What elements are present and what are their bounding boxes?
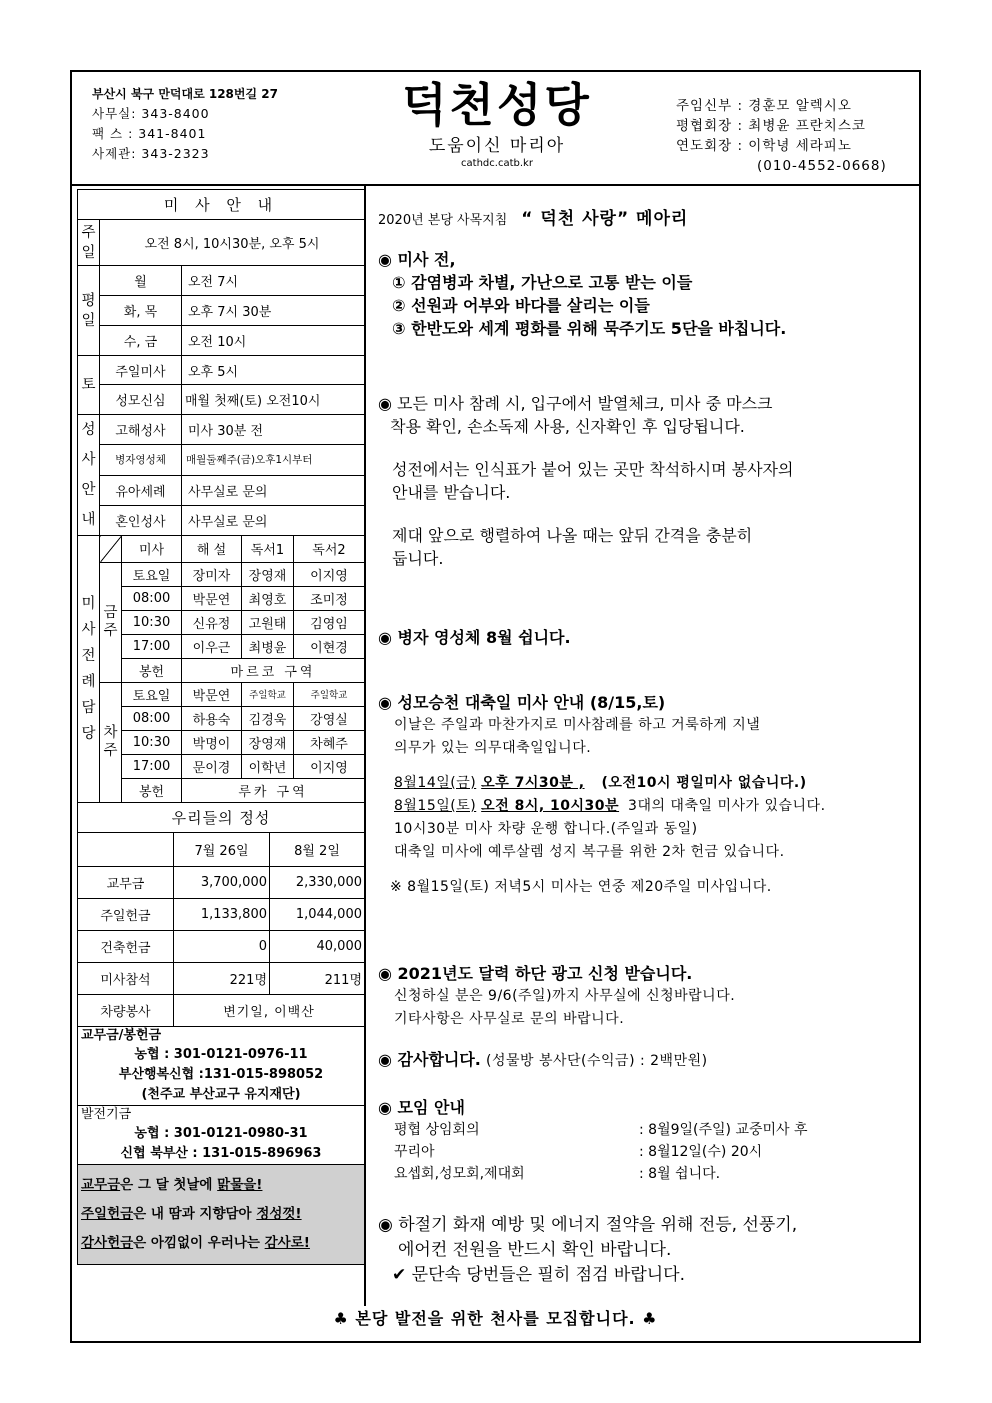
office-phone: 사무실: 343-8400 <box>92 106 210 121</box>
offerings-value: 0 <box>174 931 270 963</box>
reader2: 이현경 <box>294 634 365 658</box>
commentator: 박문연 <box>182 586 242 610</box>
prayer-item: ① 감염병과 차별, 가난으로 고통 받는 이들 <box>392 273 693 292</box>
offerings-value: 1,133,800 <box>174 899 270 931</box>
seating-line: 성전에서는 인식표가 붙어 있는 곳만 착석하시며 봉사자의 <box>392 460 794 479</box>
covid-notice <box>378 392 918 570</box>
pastoral-motto <box>378 204 918 229</box>
calendar-line: 신청하실 분은 9/6(주일)까지 사무실에 신청바랍니다. <box>394 988 736 1004</box>
weekday-time: 오후 7시 30분 <box>182 296 365 326</box>
offerings-label: 미사참석 <box>78 963 174 995</box>
line-up-line: 둡니다. <box>392 549 444 568</box>
offerings-table <box>77 803 365 1028</box>
commentator: 신유정 <box>182 610 242 634</box>
website: cathdc.catb.kr <box>461 158 533 169</box>
reader2: 조미정 <box>294 586 365 610</box>
contact-block <box>92 84 278 164</box>
meetings-notice <box>378 1096 918 1185</box>
aug14-date: 8월14일(금) <box>394 775 477 791</box>
sacrament-info: 미사 30분 전 <box>182 415 365 445</box>
thanks-notice <box>378 1048 918 1073</box>
notices-column <box>378 192 918 1285</box>
sacrament-info: 매월둘째주(금)오후1시부터 <box>182 445 365 475</box>
mass-time: 토요일 <box>122 562 182 586</box>
sacrament-name: 혼인성사 <box>100 505 182 535</box>
staff-list <box>676 96 887 176</box>
next-week-label: 차주 <box>100 682 122 802</box>
meeting-row <box>394 1163 918 1185</box>
prayer-notice <box>378 248 918 340</box>
ministry-header: 해 설 <box>182 536 242 562</box>
offerings-label: 교무금 <box>78 867 174 899</box>
development-accounts <box>77 1106 365 1165</box>
slogans-box <box>77 1165 365 1265</box>
commentator: 문이경 <box>182 754 242 778</box>
footer-text: ♣ 본당 발전을 위한 천사를 모집합니다. ♣ <box>333 1309 658 1328</box>
thanks-title: ◉ 감사합니다. <box>378 1050 481 1069</box>
assumption-line: 의무가 있는 의무대축일입니다. <box>394 740 592 756</box>
offerings-corner <box>78 833 174 867</box>
sacrament-name: 병자영성체 <box>100 445 182 475</box>
sacrament-name: 유아세례 <box>100 475 182 505</box>
offerings-label: 주일헌금 <box>78 899 174 931</box>
sick-communion-text: ◉ 병자 영성체 8월 쉽니다. <box>378 628 571 647</box>
prayer-item: ③ 한반도와 세계 평화를 위해 묵주기도 5단을 바칩니다. <box>392 319 787 338</box>
reader2: 주일학교 <box>294 682 365 706</box>
tithe-account: 부산행복신협 :131-015-898052 <box>118 1067 324 1082</box>
reader2: 강영실 <box>294 706 365 730</box>
weekday-time: 오전 10시 <box>182 326 365 356</box>
meetings-title: ◉ 모임 안내 <box>378 1098 465 1117</box>
summer-line: ◉ 하절기 화재 예방 및 에너지 절약을 위해 전등, 선풍기, <box>378 1215 798 1235</box>
reader1: 고원태 <box>242 610 294 634</box>
slogan-sunday: 주일헌금은 내 땀과 지향담아 정성껏! <box>81 1206 302 1222</box>
reader1: 최영호 <box>242 586 294 610</box>
offerings-value: 1,044,000 <box>270 899 365 931</box>
commentator: 박명이 <box>182 730 242 754</box>
thanks-detail: (성물방 봉사단(수익금) : 2백만원) <box>485 1053 708 1069</box>
aug15-evening-line: ※ 8월15일(토) 저녁5시 미사는 연중 제20주일 미사입니다. <box>390 879 772 895</box>
prayer-title: ◉ 미사 전, <box>378 250 456 269</box>
bulletin-header <box>72 72 919 186</box>
aug15-time: 오전 8시, 10시30분 <box>481 798 620 814</box>
masthead <box>392 76 602 170</box>
sunday-label: 주일 <box>78 220 100 266</box>
commentator: 하용숙 <box>182 706 242 730</box>
reader1: 장영재 <box>242 562 294 586</box>
left-column <box>77 189 365 1265</box>
calendar-title: ◉ 2021년도 달력 하단 광고 신청 받습니다. <box>378 964 693 983</box>
calendar-ad-notice <box>378 962 918 1031</box>
offerings-column: 7월 26일 <box>174 833 270 867</box>
summer-notice <box>378 1213 918 1288</box>
covid-line: 착용 확인, 손소독제 사용, 신자확인 후 입당됩니다. <box>390 417 745 436</box>
development-account: 신협 북부산 : 131-015-896963 <box>120 1146 322 1161</box>
weekday-label: 평일 <box>78 266 100 356</box>
staff-pastor: 주임신부 : 경훈모 알렉시오 <box>676 98 852 114</box>
saturday-item: 주일미사 <box>100 356 182 385</box>
saturday-label: 토 <box>78 356 100 415</box>
meeting-name: 꾸리아 <box>394 1144 435 1160</box>
bus-line: 10시30분 미사 차량 운행 합니다.(주일과 동일) <box>394 821 698 837</box>
tithe-accounts <box>77 1027 365 1106</box>
parish-patron: 도움이신 마리아 <box>428 136 566 156</box>
rectory-phone: 사제관: 343-2323 <box>92 146 210 161</box>
mass-time: 10:30 <box>122 730 182 754</box>
prayer-item: ② 선원과 어부와 바다를 살리는 이들 <box>392 296 650 315</box>
seating-line: 안내를 받습니다. <box>392 483 511 502</box>
ministry-header: 미사 <box>122 536 182 562</box>
weekday-day: 월 <box>100 266 182 296</box>
sacrament-name: 고해성사 <box>100 415 182 445</box>
meetings-list <box>378 1119 918 1185</box>
reader1: 주일학교 <box>242 682 294 706</box>
aug15-line <box>378 795 918 818</box>
staff-memorial: 연도회장 : 이학녕 세라피노 <box>676 138 852 154</box>
motto-prefix: 2020년 본당 사목지침 <box>378 213 508 228</box>
mass-guide-title: 미 사 안 내 <box>78 190 365 220</box>
mass-guide-table <box>77 189 365 536</box>
slogan-thanks: 감사헌금은 아낌없이 우러나는 감사로! <box>81 1235 310 1251</box>
offering-district: 마르코 구역 <box>182 658 365 682</box>
offerings-value: 2,330,000 <box>270 867 365 899</box>
commentator: 장미자 <box>182 562 242 586</box>
sacrament-info: 사무실로 문의 <box>182 475 365 505</box>
development-account: 농협 : 301-0121-0980-31 <box>134 1126 308 1141</box>
weekday-day: 화, 목 <box>100 296 182 326</box>
saturday-time: 매월 첫째(토) 오전10시 <box>182 385 365 415</box>
staff-phone: (010-4552-0668) <box>757 158 887 174</box>
staff-council: 평협회장 : 최병윤 프란치스코 <box>676 118 866 134</box>
footer-banner <box>72 1306 919 1329</box>
assumption-line: 이날은 주일과 마찬가지로 미사참례를 하고 거룩하게 지낼 <box>394 717 761 733</box>
mass-time: 08:00 <box>122 706 182 730</box>
meeting-row <box>394 1141 918 1163</box>
ministry-label: 미사전례담당 <box>78 536 100 802</box>
meeting-name: 요셉회,성모회,제대회 <box>394 1166 525 1182</box>
offerings-label: 건축헌금 <box>78 931 174 963</box>
reader2: 김영임 <box>294 610 365 634</box>
reader2: 차혜주 <box>294 730 365 754</box>
aug14-time: 오후 7시30분 , <box>481 775 585 791</box>
sunday-times: 오전 8시, 10시30분, 오후 5시 <box>100 220 365 266</box>
offerings-column: 8월 2일 <box>270 833 365 867</box>
reader1: 김경욱 <box>242 706 294 730</box>
reader2: 이지영 <box>294 754 365 778</box>
offerings-value: 40,000 <box>270 931 365 963</box>
meeting-when: : 8월 쉽니다. <box>639 1166 721 1182</box>
bulletin-frame <box>70 70 921 1343</box>
commentator: 이우근 <box>182 634 242 658</box>
ministry-table <box>77 536 365 803</box>
line-up-line: 제대 앞으로 행렬하여 나올 때는 앞뒤 간격을 충분히 <box>392 526 753 545</box>
aug15-date: 8월15일(토) <box>394 798 477 814</box>
reader2: 이지영 <box>294 562 365 586</box>
saturday-item: 성모신심 <box>100 385 182 415</box>
tithe-account-owner: (천주교 부산교구 유지재단) <box>141 1087 301 1102</box>
reader1: 이학년 <box>242 754 294 778</box>
mass-time: 17:00 <box>122 754 182 778</box>
sacraments-label: 성사안내 <box>78 415 100 536</box>
fax: 팩 스 : 341-8401 <box>92 126 207 141</box>
offerings-value: 221명 <box>174 963 270 995</box>
covid-line: ◉ 모든 미사 참례 시, 입구에서 발열체크, 미사 중 마스크 <box>378 394 773 413</box>
assumption-title: ◉ 성모승천 대축일 미사 안내 (8/15,토) <box>378 693 666 712</box>
meeting-when: : 8월9일(주일) 교중미사 후 <box>639 1122 808 1138</box>
weekday-time: 오전 7시 <box>182 266 365 296</box>
check-line: ✔ 문단속 당번들은 필히 점검 바랍니다. <box>392 1265 685 1285</box>
aug15-note: 3대의 대축일 미사가 있습니다. <box>628 798 826 814</box>
meeting-when: : 8월12일(수) 20시 <box>639 1144 763 1160</box>
offering-district: 루카 구역 <box>182 778 365 802</box>
tithe-account: 농협 : 301-0121-0976-11 <box>134 1047 308 1062</box>
reader1: 장영재 <box>242 730 294 754</box>
offerings-value: 3,700,000 <box>174 867 270 899</box>
ministry-header: 독서1 <box>242 536 294 562</box>
mass-time: 08:00 <box>122 586 182 610</box>
saturday-time: 오후 5시 <box>182 356 365 385</box>
motto-text: “ 덕천 사랑” 메아리 <box>521 209 689 229</box>
assumption-notice <box>378 691 918 899</box>
calendar-line: 기타사항은 사무실로 문의 바랍니다. <box>394 1011 625 1027</box>
offering-label: 봉헌 <box>122 658 182 682</box>
weekday-day: 수, 금 <box>100 326 182 356</box>
address: 부산시 북구 만덕대로 128번길 27 <box>92 87 278 101</box>
meeting-name: 평협 상임회의 <box>394 1122 480 1138</box>
offering-label: 봉헌 <box>122 778 182 802</box>
sick-communion-notice <box>378 626 918 649</box>
tithe-title: 교무금/봉헌금 <box>81 1028 162 1043</box>
mass-time: 10:30 <box>122 610 182 634</box>
reader1: 최병윤 <box>242 634 294 658</box>
offerings-title: 우리들의 정성 <box>78 803 365 833</box>
summer-line: 에어컨 전원을 반드시 확인 바랍니다. <box>398 1240 672 1260</box>
mass-time: 17:00 <box>122 634 182 658</box>
ministry-header: 독서2 <box>294 536 365 562</box>
second-collection-line: 대축일 미사에 예루살렘 성지 복구를 위한 2차 헌금 있습니다. <box>394 844 785 860</box>
aug14-note: (오전10시 평일미사 없습니다.) <box>601 775 807 791</box>
parish-name: 덕천성당 <box>402 78 592 132</box>
meeting-row <box>394 1119 918 1141</box>
driver-names: 변기일, 이백산 <box>174 995 365 1027</box>
this-week-label: 금주 <box>100 562 122 682</box>
offerings-value: 211명 <box>270 963 365 995</box>
mass-time: 토요일 <box>122 682 182 706</box>
aug14-line <box>378 772 918 795</box>
ministry-corner <box>100 536 122 562</box>
sacrament-info: 사무실로 문의 <box>182 505 365 535</box>
slogan-tithe: 교무금은 그 달 첫날에 맑물을! <box>81 1177 263 1193</box>
commentator: 박문연 <box>182 682 242 706</box>
development-title: 발전기금 <box>81 1107 132 1122</box>
driver-label: 차량봉사 <box>78 995 174 1027</box>
